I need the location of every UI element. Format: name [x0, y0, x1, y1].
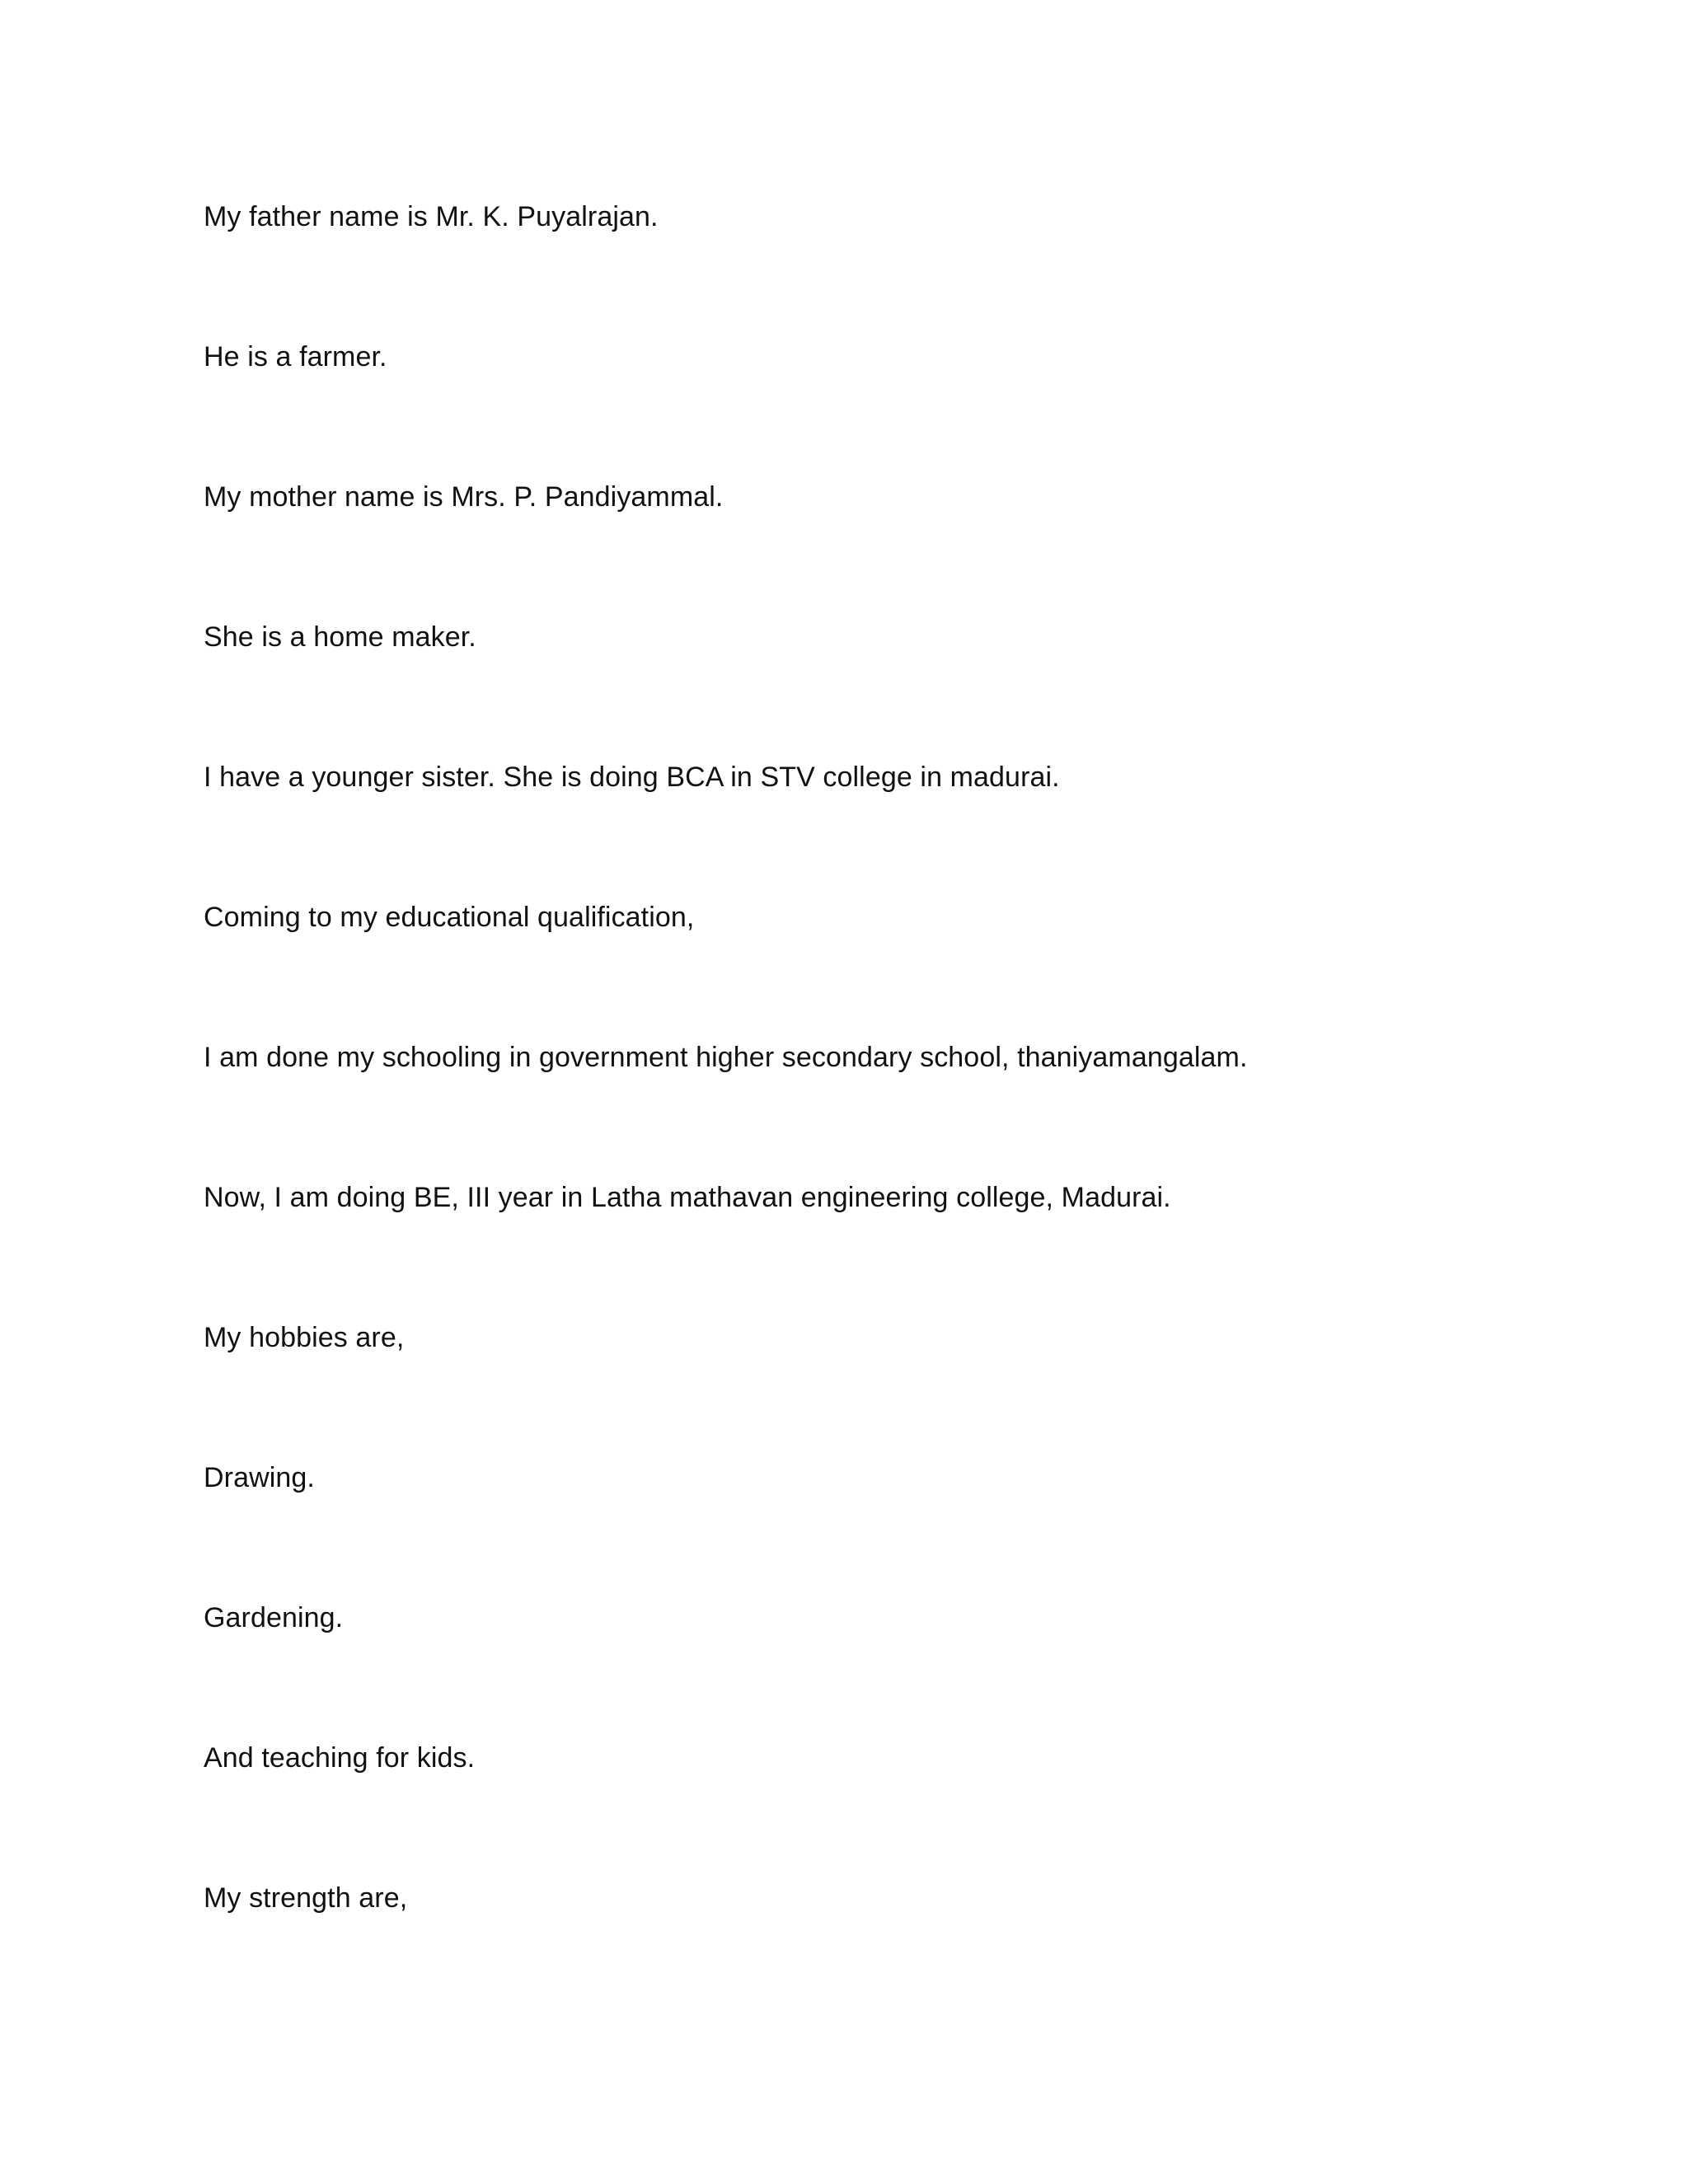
paragraph-father-name: My father name is Mr. K. Puyalrajan.: [204, 201, 659, 232]
paragraph-schooling: I am done my schooling in government higher secondary school, thaniyamangalam.: [204, 1042, 1248, 1073]
paragraph-hobby-gardening: Gardening.: [204, 1602, 344, 1633]
paragraph-hobby-drawing: Drawing.: [204, 1462, 315, 1493]
paragraph-college: Now, I am doing BE, III year in Latha mathavan engineering college, Madurai.: [204, 1182, 1171, 1213]
paragraph-father-occupation: He is a farmer.: [204, 341, 387, 373]
paragraph-mother-occupation: She is a home maker.: [204, 621, 476, 653]
paragraph-hobbies-intro: My hobbies are,: [204, 1322, 405, 1353]
paragraph-sister: I have a younger sister. She is doing BCA in STV college in madurai.: [204, 762, 1060, 793]
paragraph-hobby-teaching: And teaching for kids.: [204, 1742, 476, 1774]
paragraph-strengths-intro: My strength are,: [204, 1882, 408, 1914]
paragraph-education-intro: Coming to my educational qualification,: [204, 902, 695, 933]
paragraph-mother-name: My mother name is Mrs. P. Pandiyammal.: [204, 481, 724, 513]
document-body: [204, 194, 1489, 2015]
